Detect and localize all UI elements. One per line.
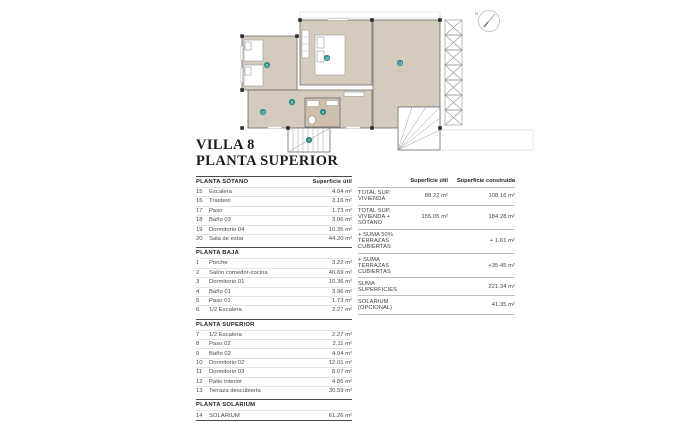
room-label: Baño 03 — [209, 217, 231, 224]
room-number: 13 — [196, 388, 203, 395]
room-label: Terraza descubierta — [209, 388, 261, 395]
totals-construida-value: 41.35 m² — [491, 302, 515, 309]
table-row — [196, 258, 352, 267]
room-label: Trastero — [209, 198, 231, 205]
totals-label: + SUMA TERRAZAS CUBIERTAS — [358, 256, 391, 275]
table-row — [196, 410, 352, 420]
marker-bano-num: 9 — [322, 110, 324, 115]
table-row — [196, 386, 352, 395]
lower-floor-outline — [440, 130, 533, 150]
room-label: 1/2 Escalera — [209, 331, 242, 338]
totals-util-value: 88.22 m² — [424, 193, 448, 200]
room-area: 2.27 m² — [332, 307, 352, 314]
marker-patio-num: 12 — [261, 110, 265, 115]
table-row — [196, 296, 352, 305]
roof-overhang-line — [300, 12, 440, 18]
room-label: Baño 01 — [209, 288, 231, 295]
room-number: 10 — [196, 359, 203, 366]
section-header — [196, 176, 352, 187]
col-superficie-util: Superficie útil — [410, 178, 448, 184]
table-row — [196, 287, 352, 296]
totals-row — [358, 277, 515, 295]
col-superficie-construida: Superficie construida — [456, 178, 515, 184]
floor-plan-svg — [228, 4, 538, 156]
totals-label: TOTAL SUP. VIVIENDA — [358, 190, 391, 203]
room-number: 8 — [196, 341, 200, 348]
totals-row — [358, 253, 515, 277]
table-row — [196, 187, 352, 196]
room-area: 3.06 m² — [332, 217, 352, 224]
totals-rows — [358, 187, 515, 315]
plan-section — [196, 176, 352, 243]
marker-dormitorio02-num: 10 — [325, 56, 329, 61]
room-label: Dormitorio 04 — [209, 226, 245, 233]
room-area: 40.69 m² — [328, 269, 352, 276]
table-row — [196, 305, 352, 314]
room-number: 11 — [196, 369, 203, 376]
room-label: Dormitorio 01 — [209, 279, 245, 286]
totals-header-spacer — [358, 178, 400, 184]
room-label: Dormitorio 02 — [209, 359, 245, 366]
room-area: 4.04 m² — [332, 350, 352, 357]
room-label: SOLARIUM — [209, 412, 240, 419]
plan-section — [196, 399, 352, 420]
floor-title: PLANTA SUPERIOR — [196, 153, 339, 169]
room-label: Patio interior — [209, 378, 243, 385]
room-label: Baño 02 — [209, 350, 231, 357]
room-area: 12.01 m² — [328, 359, 352, 366]
villa-title: VILLA 8 — [196, 137, 255, 153]
compass-icon — [475, 11, 500, 32]
room-number: 3 — [196, 279, 200, 286]
room-area: 1.73 m² — [332, 298, 352, 304]
room-area: 44.20 m² — [328, 236, 352, 243]
room-label: Paso 02 — [209, 341, 231, 348]
totals-header — [358, 176, 515, 187]
plan-section — [196, 319, 352, 396]
totals-label: SUMA SUPERFICIES — [358, 280, 398, 293]
table-row — [196, 377, 352, 386]
room-number: 19 — [196, 226, 203, 233]
room-number: 5 — [196, 298, 200, 304]
room-label: 1/2 Escalera — [209, 307, 242, 314]
totals-row — [358, 295, 515, 314]
room-number: 1 — [196, 260, 200, 267]
stair-exterior — [398, 107, 440, 150]
room-number: 2 — [196, 269, 200, 276]
totals-label: TOTAL SUP. VIVIENDA + SÓTANO — [358, 208, 391, 227]
room-number: 14 — [196, 412, 203, 419]
table-row — [196, 196, 352, 205]
left-tables — [196, 176, 352, 425]
room-label: Porche — [209, 260, 228, 267]
marker-stair-num: 7 — [308, 138, 310, 143]
totals-construida-value: 108.16 m² — [488, 193, 515, 200]
section-title: PLANTA BAJA — [196, 250, 240, 257]
table-row — [196, 330, 352, 339]
table-row — [196, 225, 352, 234]
section-header — [196, 319, 352, 330]
room-area: 2.11 m² — [332, 341, 352, 348]
room-label: Paso — [209, 207, 223, 214]
totals-row — [358, 187, 515, 205]
totals-table — [358, 176, 515, 315]
room-number: 15 — [196, 189, 203, 196]
room-label: Salón comedor-cocina — [209, 269, 268, 276]
room-area: 2.27 m² — [332, 331, 352, 338]
room-number: 12 — [196, 378, 203, 385]
table-row — [196, 206, 352, 215]
table-row — [196, 215, 352, 224]
room-area: 4.86 m² — [332, 378, 352, 385]
table-row — [196, 348, 352, 357]
totals-construida-value: + 1.61 m² — [489, 238, 515, 245]
table-row — [196, 268, 352, 277]
totals-construida-value: +35.45 m² — [488, 262, 515, 269]
room-number: 17 — [196, 207, 203, 214]
section-title: PLANTA SUPERIOR — [196, 321, 255, 328]
hall-shelf — [344, 92, 364, 97]
table-row — [196, 277, 352, 286]
table-row — [196, 358, 352, 367]
plan-section — [196, 247, 352, 314]
room-area: 1.73 m² — [332, 207, 352, 214]
room-number: 6 — [196, 307, 200, 314]
room-area: 4.04 m² — [332, 189, 352, 196]
room-area: 3.16 m² — [332, 198, 352, 205]
page-title — [196, 137, 338, 169]
totals-label: + SUMA 50% TERRAZAS CUBIERTAS — [358, 232, 393, 251]
room-area: 10.36 m² — [328, 279, 352, 286]
room-label: Paso 01 — [209, 298, 231, 304]
totals-row — [358, 205, 515, 229]
room-area: 30.59 m² — [328, 388, 352, 395]
section-title: PLANTA SÓTANO — [196, 179, 249, 185]
section-header — [196, 399, 352, 410]
room-area: 3.96 m² — [332, 288, 352, 295]
marker-paso-num: 8 — [291, 100, 293, 105]
room-number: 7 — [196, 331, 200, 338]
table-row — [196, 234, 352, 243]
totals-construida-value: 221.34 m² — [488, 283, 515, 290]
room-number: 16 — [196, 198, 203, 205]
marker-dormitorio03-num: 11 — [265, 63, 269, 68]
room-label: Dormitorio 03 — [209, 369, 245, 376]
table-row — [196, 367, 352, 376]
pergola-slats — [445, 20, 462, 125]
room-number: 18 — [196, 217, 203, 224]
room-area: 3.22 m² — [332, 260, 352, 267]
totals-construida-value: 184.28 m² — [488, 214, 515, 221]
superficie-util-header: Superficie útil — [312, 179, 352, 185]
room-number: 4 — [196, 288, 200, 295]
room-number: 20 — [196, 236, 203, 243]
room-area: 10.35 m² — [328, 226, 352, 233]
section-header — [196, 247, 352, 258]
totals-util-value: 155.05 m² — [421, 214, 448, 221]
room-area: 61.26 m² — [328, 412, 352, 419]
marker-terraza-num: 13 — [398, 61, 402, 66]
room-label: Sala de estar — [209, 236, 244, 243]
room-label: Escalera — [209, 189, 232, 196]
table-row — [196, 339, 352, 348]
totals-row — [358, 229, 515, 253]
room-number: 9 — [196, 350, 200, 357]
totals-label: SOLARIUM (OPCIONAL) — [358, 299, 393, 312]
room-area: 8.07 m² — [332, 369, 352, 376]
section-title: PLANTA SOLARIUM — [196, 402, 256, 409]
compass-north-label: N — [475, 11, 479, 16]
